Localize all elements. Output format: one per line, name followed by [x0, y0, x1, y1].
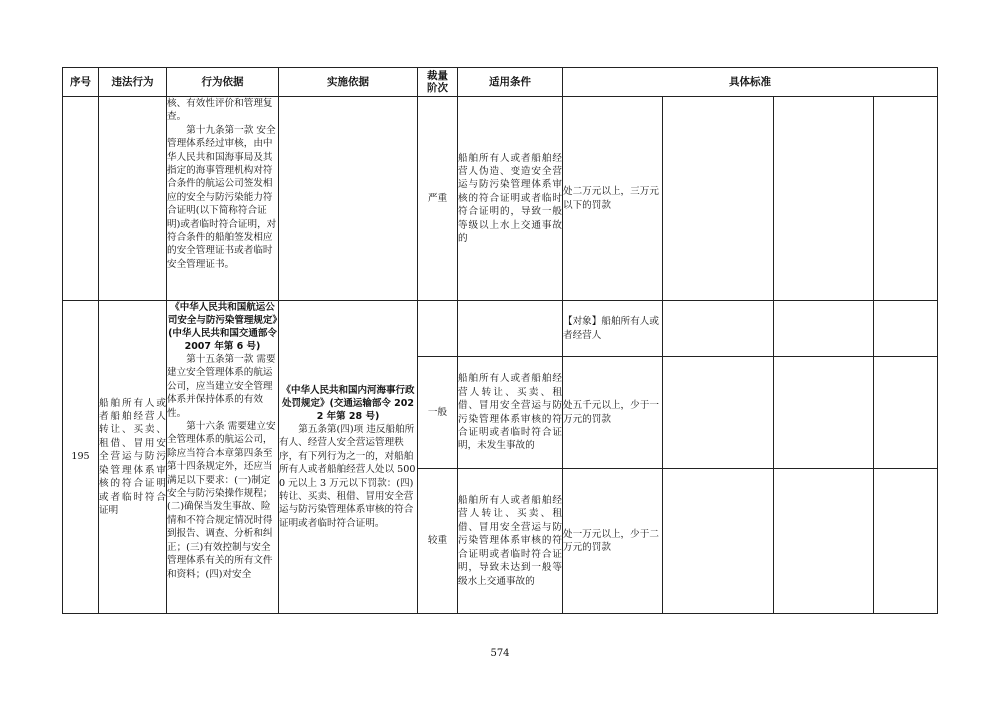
table-row-continued	[63, 97, 938, 301]
cell-empty	[774, 469, 874, 614]
basis-line: 第十九条第一款 安全管理体系经过审核，由中华人民共和国海事局及其指定的海事管理机构对符合条件的航运公司签发相应的安全与防污染能力符合证明(以下简称符合证明)或者临时符合证明，对符合条件的船舶签发相应的安全管理证书或者临时安全管理证书。	[167, 124, 277, 270]
cell-condition: 船舶所有人或者船舶经营人转让、买卖、租借、冒用安全营运与防污染管理体系审核的符合证明或者临时符合证明，未发生事故的	[458, 357, 563, 469]
basis-line: 核、有效性评价和管理复查。	[167, 98, 273, 123]
header-level: 裁量阶次	[418, 68, 458, 97]
header-row	[63, 68, 938, 97]
cell-empty	[458, 301, 563, 357]
cell-level: 严重	[418, 97, 458, 301]
cell-condition: 船舶所有人或者船舶经营人伪造、变造安全营运与防污染管理体系审核的符合证明或者临时符合证明的，导致一般等级以上水上交通事故的	[458, 97, 563, 301]
cell-condition: 船舶所有人或者船舶经营人转让、买卖、租借、冒用安全营运与防污染管理体系审核的符合证明或者临时符合证明，导致未达到一般等级水上交通事故的	[458, 469, 563, 614]
cell-standard: 处二万元以上，三万元以下的罚款	[563, 97, 663, 301]
header-basis: 行为依据	[167, 68, 279, 97]
cell-empty	[774, 301, 874, 357]
header-condition: 适用条件	[458, 68, 563, 97]
cell-empty	[774, 357, 874, 469]
cell-seq-empty	[63, 97, 99, 301]
header-implementation: 实施依据	[279, 68, 418, 97]
cell-seq: 195	[63, 301, 99, 614]
cell-level: 较重	[418, 469, 458, 614]
basis-title: 《中华人民共和国航运公司安全与防污染管理规定》(中华人民共和国交通部令2007 年第 6 号)	[167, 302, 278, 352]
header-standard: 具体标准	[563, 68, 938, 97]
cell-empty	[663, 301, 774, 357]
table-row-195-object	[63, 301, 938, 357]
cell-empty	[874, 469, 938, 614]
page-number: 574	[490, 648, 510, 659]
cell-empty	[874, 97, 938, 301]
cell-standard: 处一万元以上，少于二万元的罚款	[563, 469, 663, 614]
cell-violation-empty	[99, 97, 167, 301]
cell-empty	[874, 301, 938, 357]
cell-level: 一般	[418, 357, 458, 469]
penalty-standards-table	[62, 67, 938, 614]
cell-empty	[663, 357, 774, 469]
cell-empty	[418, 301, 458, 357]
header-violation: 违法行为	[99, 68, 167, 97]
cell-empty	[774, 97, 874, 301]
cell-impl-empty	[279, 97, 418, 301]
cell-empty	[663, 97, 774, 301]
cell-object: 【对象】船舶所有人或者经营人	[563, 301, 663, 357]
basis-paragraph: 第十六条 需要建立安全管理体系的航运公司，除应当符合本章第四条至第十四条规定外，还应当满足以下要求：(一)制定安全与防污染操作规程；(二)确保当发生事故、险情和不符合规定情况时得到报告、调查、分析和纠正；(三)有效控制与安全管理体系有关的所有文件和资料；(四)对安全	[167, 421, 276, 580]
cell-basis	[167, 301, 279, 614]
impl-body: 第五条第(四)项 违反船舶所有人、经营人安全营运管理秩序，有下列行为之一的，对船舶所有人或者船舶经营人处以 5000 元以上 3 万元以下罚款：(四)转让、买卖、租借、冒用安全营运与防污染管理体系审核的符合证明或者临时符合证明。	[279, 423, 416, 529]
cell-standard: 处五千元以上，少于一万元的罚款	[563, 357, 663, 469]
impl-title: 《中华人民共和国内河海事行政处罚规定》(交通运输部令 2022 年第 28 号)	[281, 384, 415, 422]
cell-empty	[663, 469, 774, 614]
cell-violation: 船舶所有人或者船舶经营人转让、买卖、租借、冒用安全营运与防污染管理体系审核的符合证明或者临时符合证明	[99, 301, 167, 614]
cell-basis-continued	[167, 97, 279, 301]
cell-empty	[874, 357, 938, 469]
cell-implementation	[279, 301, 418, 614]
header-seq: 序号	[63, 68, 99, 97]
basis-paragraph: 第十五条第一款 需要建立安全管理体系的航运公司，应当建立安全管理体系并保持体系的有效性。	[167, 354, 276, 419]
